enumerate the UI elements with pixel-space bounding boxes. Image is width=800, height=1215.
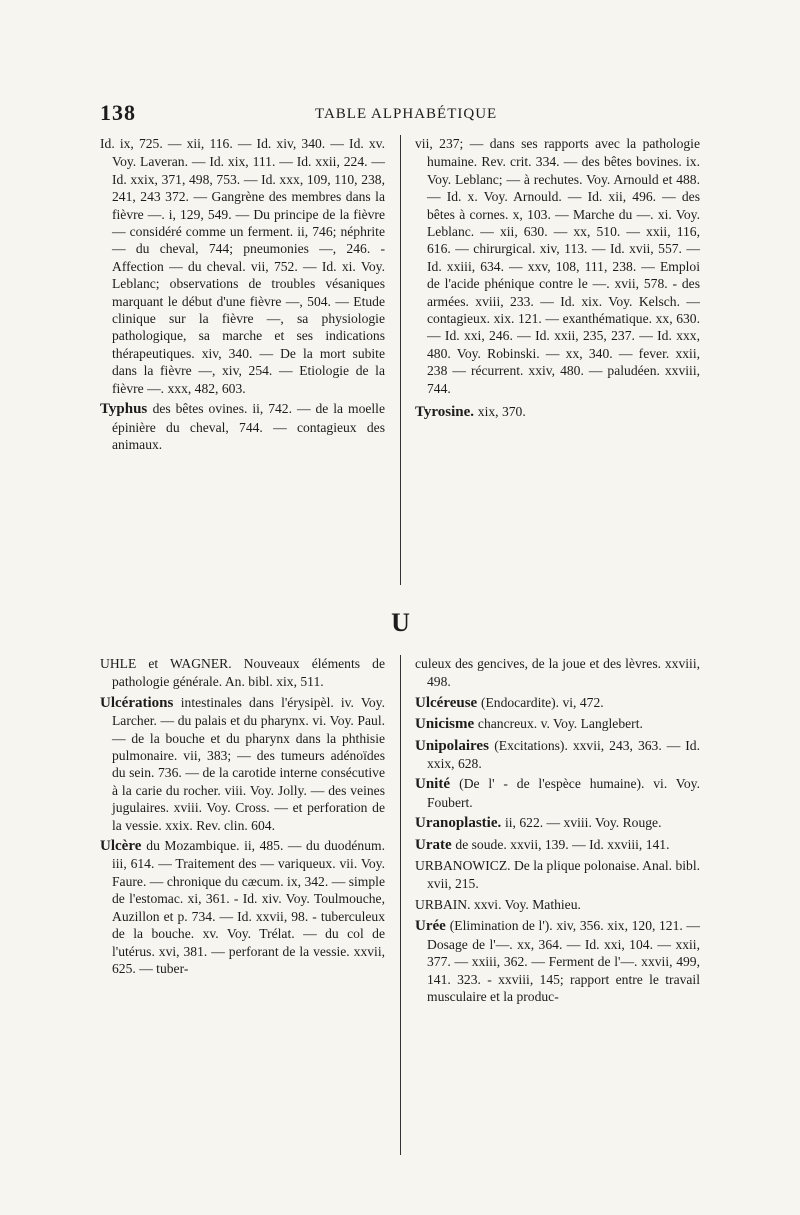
entry-text: xix, 370. <box>477 404 526 420</box>
entry-text: (De l' - de l'espèce humaine). vi. Voy. Foubert. <box>427 776 700 810</box>
index-entry <box>415 814 700 832</box>
index-entry <box>415 737 700 773</box>
entry-headword: Unipolaires <box>415 737 495 754</box>
index-entry <box>415 655 700 691</box>
entry-text: ii, 622. — xviii. Voy. Rouge. <box>505 815 662 831</box>
entry-text: de soude. xxvii, 139. — Id. xxviii, 141. <box>455 836 670 852</box>
entry-text: URBANOWICZ. De la plique polonaise. Anal. bibl. xvii, 215. <box>415 858 700 892</box>
section-t-entries <box>100 135 700 585</box>
entry-text: (Endocardite). vi, 472. <box>480 694 604 710</box>
entry-headword: Ulcérations <box>100 694 181 711</box>
column-left <box>100 655 385 1155</box>
entry-text: chancreux. v. Voy. Langlebert. <box>477 716 643 732</box>
index-entry <box>415 775 700 811</box>
entry-text: UHLE et WAGNER. Nouveaux éléments de pathologie générale. An. bibl. xix, 511. <box>100 656 385 690</box>
entry-text: URBAIN. xxvi. Voy. Mathieu. <box>415 896 581 912</box>
index-entry <box>415 836 700 854</box>
index-entry <box>100 694 385 834</box>
entry-text: culeux des gencives, de la joue et des lèvres. xxviii, 498. <box>415 656 700 690</box>
entry-text: Id. ix, 725. — xii, 116. — Id. xiv, 340. — Id. xv. Voy. Laveran. — Id. xix, 111. — Id. xxii, 224. — Id. xxix, 371, 498, 753. — Id. xxx, 109, 110, 238, 241, 243 372. — Gangrène des membres dans la fièvre —. i, 129, 549. — Du principe de la fièvre — considéré comme un ferment. ii, 746; néphrite — du cheval, 744; pneumonies —, 246. - Affection — du cheval. vii, 752. — Id. xi. Voy. Leblanc; observations de troubles vésaniques marquant le début d'une fièvre —, 504. — Etude clinique sur la fièvre —, sa physiologie pathologique, sa marche et ses indications thérapeutiques. xiv, 340. — De la mort subite dans la fièvre —, xiv, 254. — Etiologie de la fièvre —. xxx, 482, 603. <box>100 136 385 396</box>
index-entry-tyrosine <box>415 403 700 421</box>
column-divider <box>400 655 401 1155</box>
entry-headword: Uranoplastie. <box>415 815 505 832</box>
entry-text: intestinales dans l'érysipèl. iv. Voy. Larcher. — du palais et du pharynx. vi. Voy. Paul. — de la bouche et du pharynx dans la phthisie pulmonaire. vii, 383; — des tumeurs adénoïdes du sein. 736. — de la carotide interne consécutive à la carie du rocher. viii. Voy. Jolly. — des veines jugulaires. xviii. Voy. Cross. — et perforation de la vessie. xxix. Rev. clin. 604. <box>112 694 385 833</box>
entry-headword: Urée <box>415 918 450 935</box>
column-right <box>415 135 700 585</box>
page-number: 138 <box>100 100 136 125</box>
index-entry <box>415 715 700 733</box>
entry-text: (Elimination de l'). xiv, 356. xix, 120, 121. — Dosage de l'—. xx, 364. — Id. xxi, 104. — xxii, 377. — xxiii, 362. — Ferment de l'—. xxvii, 499, 141. 323. - xxviii, 145; rapport entre le travail musculaire et la produc- <box>427 918 701 1004</box>
section-u-entries <box>100 655 700 1155</box>
page-header <box>100 100 700 130</box>
index-entry <box>100 135 385 397</box>
index-entry <box>415 694 700 712</box>
entry-text: vii, 237; — dans ses rapports avec la pathologie humaine. Rev. crit. 334. — des bêtes bovines. ix. Voy. Leblanc; — à rechutes. Voy. Arnould et 488. — Id. x. Voy. Arnould. — Id. xii, 496. — des bêtes à cornes. x, 103. — Marche du —. xi. Voy. Leblanc. — xii, 630. — xx, 510. — xxii, 116, 616. — chirurgical. xiv, 113. — Id. xvii, 557. — Id. xxiii, 634. — xxv, 108, 111, 238. — Emploi de l'acide phénique contre le —. xvii, 578. - des armées. xviii, 233. — Id. xix. Voy. Kelsch. — contagieux. xix. 121. — exanthématique. xx, 630. — Id. xxi, 246. — Id. xxii, 235, 237. — Id. xxx, 480. Voy. Robinski. — xx, 340. — fever. xxii, 238 — récurrent. xxiv, 480. — paludéen. xxviii, 744. <box>415 136 700 396</box>
entry-text: du Mozambique. ii, 485. — du duodénum. iii, 614. — Traitement des — variqueux. vii. Voy. Faure. — chronique du cæcum. ix, 342. — simple de l'estomac. xi, 361. - Id. xiv. Voy. Toulmouche, Auzillon et p. 734. — Id. xxvii, 98. - tuberculeux de la bouche. xv. Voy. Trélat. — du col de l'utérus. xvi, 381. — perforant de la vessie. xxvii, 625. — tuber- <box>112 838 385 976</box>
entry-headword: Unité <box>415 776 460 793</box>
index-entry <box>415 896 700 914</box>
entry-headword: Tyrosine. <box>415 404 478 421</box>
entry-headword: Ulcéreuse <box>415 694 481 711</box>
letter-heading: U <box>391 608 409 637</box>
column-left <box>100 135 385 585</box>
entry-headword: Unicisme <box>415 716 478 733</box>
index-entry <box>100 655 385 691</box>
column-right <box>415 655 700 1155</box>
index-entry <box>100 837 385 977</box>
index-entry <box>415 917 700 1005</box>
entry-headword: Urate <box>415 836 456 853</box>
running-title: TABLE ALPHABÉTIQUE <box>315 106 498 122</box>
index-entry <box>100 400 385 453</box>
entry-text: des bêtes ovines. ii, 742. — de la moelle épinière du cheval, 744. — contagieux des animaux. <box>112 401 385 452</box>
index-entry <box>415 857 700 893</box>
entry-text: (Excitations). xxvii, 243, 363. — Id. xxix, 628. <box>427 737 701 772</box>
column-divider <box>400 135 401 585</box>
index-entry <box>415 135 700 397</box>
entry-headword: Ulcère <box>100 838 147 855</box>
entry-headword: Typhus <box>100 401 153 418</box>
